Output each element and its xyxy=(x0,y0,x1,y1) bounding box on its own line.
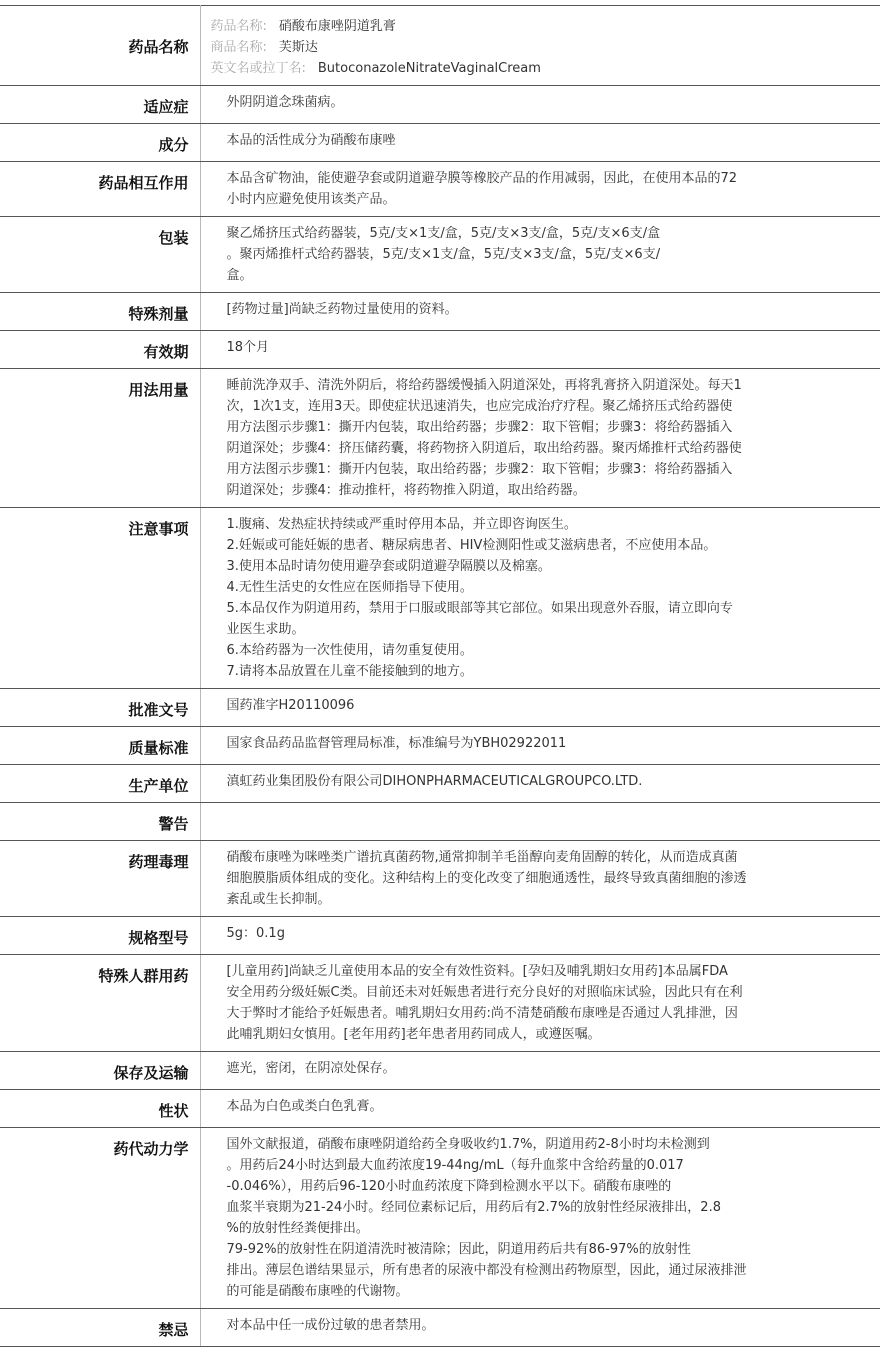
row-label: 生产单位 xyxy=(0,765,200,803)
value-line: 3.使用本品时请勿使用避孕套或阴道避孕隔膜以及棉塞。 xyxy=(226,559,551,574)
value-line: 18个月 xyxy=(226,340,270,355)
value-line: 排出。薄层色谱结果显示，所有患者的尿液中都没有检测出药物原型，因此，通过尿液排泄 xyxy=(226,1263,747,1278)
value-line: 的可能是硝酸布康唑的代谢物。 xyxy=(226,1284,409,1299)
info-row xyxy=(0,917,880,955)
row-value xyxy=(200,86,880,124)
row-label: 适应症 xyxy=(0,86,200,124)
info-row xyxy=(0,162,880,217)
row-value xyxy=(200,803,880,841)
row-label: 批准文号 xyxy=(0,689,200,727)
value-line: 。用药后24小时达到最大血药浓度19-44ng/mL（每升血浆中含给药量的0.017 xyxy=(226,1158,684,1173)
value-line: 国家食品药品监督管理局标准，标准编号为YBH02922011 xyxy=(226,736,567,751)
row-label: 药品名称 xyxy=(0,6,200,86)
value-line: 紊乱或生长抑制。 xyxy=(226,892,331,907)
value-line: 遮光，密闭，在阴凉处保存。 xyxy=(226,1061,396,1076)
value-line: 6.本给药器为一次性使用，请勿重复使用。 xyxy=(226,643,473,658)
value-line: 本品的活性成分为硝酸布康唑 xyxy=(226,133,396,148)
row-value xyxy=(200,1309,880,1347)
trade-name-value: 芙斯达 xyxy=(278,40,318,55)
value-line: 滇虹药业集团股份有限公司DIHONPHARMACEUTICALGROUPCO.LTD. xyxy=(226,774,643,789)
generic-name-value: 硝酸布康唑阴道乳膏 xyxy=(278,19,396,34)
row-value xyxy=(200,369,880,508)
info-row xyxy=(0,1309,880,1347)
info-row xyxy=(0,955,880,1052)
value-line: 阴道深处；步骤4：挤压储药囊，将药物挤入阴道后，取出给药器。聚丙烯推杆式给药器使 xyxy=(226,441,742,456)
value-line: 2.妊娠或可能妊娠的患者、糖尿病患者、HIV检测阳性或艾滋病患者，不应使用本品。 xyxy=(226,538,717,553)
info-row xyxy=(0,803,880,841)
row-label: 有效期 xyxy=(0,331,200,369)
info-row xyxy=(0,331,880,369)
row-value xyxy=(200,689,880,727)
row-label: 质量标准 xyxy=(0,727,200,765)
row-value xyxy=(200,765,880,803)
value-line: 国外文献报道，硝酸布康唑阴道给药全身吸收约1.7%，阴道用药2-8小时均未检测到 xyxy=(226,1137,710,1152)
row-value xyxy=(200,955,880,1052)
row-label: 成分 xyxy=(0,124,200,162)
row-label: 特殊剂量 xyxy=(0,293,200,331)
row-label: 药理毒理 xyxy=(0,841,200,917)
row-label: 包装 xyxy=(0,217,200,293)
value-line: 79-92%的放射性在阴道清洗时被清除；因此，阴道用药后共有86-97%的放射性 xyxy=(226,1242,691,1257)
row-value xyxy=(200,6,880,86)
row-label: 用法用量 xyxy=(0,369,200,508)
row-value xyxy=(200,124,880,162)
generic-name-key: 药品名称: xyxy=(210,19,267,34)
value-line: 硝酸布康唑为咪唑类广谱抗真菌药物,通常抑制羊毛甾醇向麦角固醇的转化，从而造成真菌 xyxy=(226,850,738,865)
value-line: 外阴阴道念珠菌病。 xyxy=(226,95,344,110)
value-line: 安全用药分级妊娠C类。目前还未对妊娠患者进行充分良好的对照临床试验，因此只有在利 xyxy=(226,985,743,1000)
value-line: 对本品中任一成份过敏的患者禁用。 xyxy=(226,1318,435,1333)
row-value xyxy=(200,331,880,369)
value-line: 4.无性生活史的女性应在医师指导下使用。 xyxy=(226,580,473,595)
value-line: 此哺乳期妇女慎用。[老年用药]老年患者用药同成人，或遵医嘱。 xyxy=(226,1027,601,1042)
english-name-value: ButoconazoleNitrateVaginalCream xyxy=(317,61,541,76)
info-row xyxy=(0,1090,880,1128)
trade-name-key: 商品名称: xyxy=(210,40,267,55)
value-line: [药物过量]尚缺乏药物过量使用的资料。 xyxy=(226,302,458,317)
row-label: 保存及运输 xyxy=(0,1052,200,1090)
row-value xyxy=(200,508,880,689)
row-label: 注意事项 xyxy=(0,508,200,689)
value-line: 业医生求助。 xyxy=(226,622,305,637)
info-row xyxy=(0,727,880,765)
row-label: 性状 xyxy=(0,1090,200,1128)
row-label: 药品相互作用 xyxy=(0,162,200,217)
english-name-key: 英文名或拉丁名: xyxy=(210,61,306,76)
trade-name-line xyxy=(211,37,871,58)
info-row xyxy=(0,765,880,803)
row-value xyxy=(200,293,880,331)
info-row xyxy=(0,1052,880,1090)
row-value xyxy=(200,217,880,293)
info-row xyxy=(0,369,880,508)
value-line: 大于弊时才能给予妊娠患者。哺乳期妇女用药:尚不清楚硝酸布康唑是否通过人乳排泄，因 xyxy=(226,1006,738,1021)
row-value xyxy=(200,1128,880,1309)
value-line: 聚乙烯挤压式给药器装，5克/支×1支/盒，5克/支×3支/盒，5克/支×6支/盒 xyxy=(226,226,661,241)
value-line: 用方法图示步骤1：撕开内包装，取出给药器；步骤2：取下管帽；步骤3：将给药器插入 xyxy=(226,420,733,435)
value-line: 阴道深处；步骤4：推动推杆，将药物推入阴道，取出给药器。 xyxy=(226,483,586,498)
row-value xyxy=(200,917,880,955)
value-line: 7.请将本品放置在儿童不能接触到的地方。 xyxy=(226,664,473,679)
row-value xyxy=(200,162,880,217)
value-line: -0.046%），用药后96-120小时血药浓度下降到检测水平以下。硝酸布康唑的 xyxy=(226,1179,672,1194)
info-row xyxy=(0,217,880,293)
row-value xyxy=(200,1052,880,1090)
value-line: 1.腹痛、发热症状持续或严重时停用本品，并立即咨询医生。 xyxy=(226,517,577,532)
row-value xyxy=(200,727,880,765)
row-value xyxy=(200,841,880,917)
value-line: 国药准字H20110096 xyxy=(226,698,355,713)
info-row xyxy=(0,86,880,124)
row-drug-name xyxy=(0,6,880,86)
info-row xyxy=(0,508,880,689)
english-name-line xyxy=(211,58,871,79)
value-line: 细胞膜脂质体组成的变化。这种结构上的变化改变了细胞通透性，最终导致真菌细胞的渗透 xyxy=(226,871,747,886)
row-value xyxy=(200,1090,880,1128)
value-line: 用方法图示步骤1：撕开内包装，取出给药器；步骤2：取下管帽；步骤3：将给药器插入 xyxy=(226,462,733,477)
value-line: 血浆半衰期为21-24小时。经同位素标记后，用药后有2.7%的放射性经尿液排出，2.8 xyxy=(226,1200,721,1215)
value-line: 5g：0.1g xyxy=(226,926,285,941)
value-line: %的放射性经粪便排出。 xyxy=(226,1221,369,1236)
value-line: 盒。 xyxy=(226,268,253,283)
generic-name-line xyxy=(211,16,871,37)
info-row xyxy=(0,689,880,727)
row-label: 规格型号 xyxy=(0,917,200,955)
row-label: 特殊人群用药 xyxy=(0,955,200,1052)
row-label: 药代动力学 xyxy=(0,1128,200,1309)
row-label: 警告 xyxy=(0,803,200,841)
value-line: 5.本品仅作为阴道用药，禁用于口服或眼部等其它部位。如果出现意外吞服，请立即向专 xyxy=(226,601,733,616)
value-line: 本品为白色或类白色乳膏。 xyxy=(226,1099,383,1114)
info-row xyxy=(0,124,880,162)
value-line: 本品含矿物油，能使避孕套或阴道避孕膜等橡胶产品的作用减弱，因此，在使用本品的72 xyxy=(226,171,738,186)
value-line: 。聚丙烯推杆式给药器装，5克/支×1支/盒，5克/支×3支/盒，5克/支×6支/ xyxy=(226,247,661,262)
info-row xyxy=(0,1128,880,1309)
info-row xyxy=(0,293,880,331)
value-line: 睡前洗净双手、清洗外阴后，将给药器缓慢插入阴道深处，再将乳膏挤入阴道深处。每天1 xyxy=(226,378,742,393)
value-line: 次，1次1支，连用3天。即使症状迅速消失，也应完成治疗疗程。聚乙烯挤压式给药器使 xyxy=(226,399,733,414)
row-label: 禁忌 xyxy=(0,1309,200,1347)
value-line: 小时内应避免使用该类产品。 xyxy=(226,192,396,207)
info-row xyxy=(0,841,880,917)
drug-info-table xyxy=(0,5,880,1347)
value-line: [儿童用药]尚缺乏儿童使用本品的安全有效性资料。[孕妇及哺乳期妇女用药]本品属FDA xyxy=(226,964,728,979)
